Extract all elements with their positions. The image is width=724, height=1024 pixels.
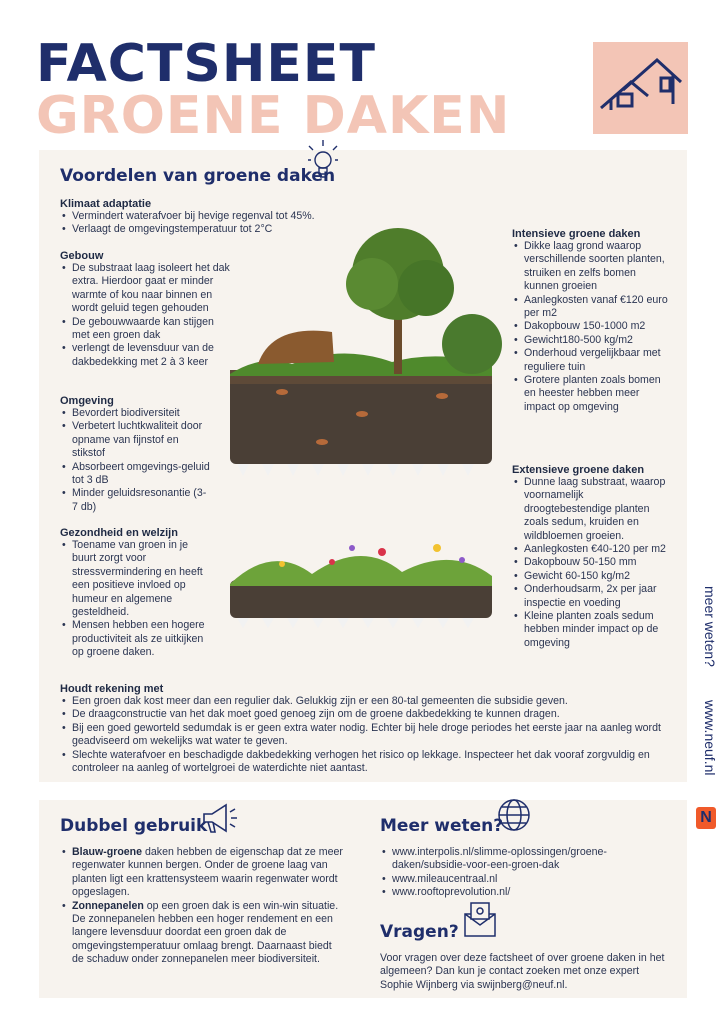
questions-title: Vragen? (380, 922, 459, 942)
house-icon (593, 42, 688, 134)
lightbulb-icon (308, 136, 338, 182)
section-title: Intensieve groene daken (512, 228, 641, 240)
extensive-roof-illustration (222, 534, 504, 632)
side-meer-weten: meer weten? (702, 586, 718, 667)
megaphone-icon (198, 800, 240, 836)
list-item: • Grotere planten zoals bomen en heester hebben meer impact op omgeving (512, 374, 672, 414)
dual-use-list (60, 846, 345, 967)
list-item: • Dakopbouw 50-150 mm (512, 556, 674, 569)
list-item: • verlengt de levensduur van de dakbedekking met 2 à 3 keer (60, 342, 232, 369)
section-title: Extensieve groene daken (512, 464, 645, 476)
section-building (60, 250, 232, 369)
list-item: • Absorbeert omgevings-geluid tot 3 dB (60, 461, 210, 488)
list-item: • Onderhoudsarm, 2x per jaar inspectie en voeding (512, 583, 674, 610)
house-badge (593, 42, 688, 134)
section-title: Omgeving (60, 395, 114, 407)
neuf-logo: N (696, 807, 716, 829)
list-item: • Onderhoud vergelijkbaar met reguliere tuin (512, 347, 672, 374)
list-item: • Aanlegkosten €40-120 per m2 (512, 543, 674, 556)
list-item: • Kleine planten zoals sedum hebben minder impact op de omgeving (512, 610, 674, 650)
link-milieucentraal[interactable]: • www.mileaucentraal.nl (380, 873, 675, 886)
item-text: daken hebben de eigenschap dat ze meer regenwater kunnen bergen. Onder de groene laag van planten ligt een krattensysteem waarin regenwater wordt opgeslagen. (72, 846, 343, 899)
list-item: • Slechte waterafvoer en beschadigde dakbedekking verhogen het risico op lekkage. Inspecteer het dak vooraf zorgvuldig en controleer na aanleg of wortelgroei de waterdichte niet aantast. (60, 749, 672, 776)
item-text: op een groen dak is een win-win situatie. De zonnepanelen hebben een hoger rendement en een langere levensduur doordat een groen dak de omgevingstemperatuur omlaag brengt. Daarnaast biedt de schaduw onder zonnepanelen meer biodiversiteit. (72, 899, 339, 966)
item-bold: Zonnepanelen (72, 899, 144, 912)
link-interpolis[interactable]: • www.interpolis.nl/slimme-oplossingen/groene-daken/subsidie-voor-een-groen-dak (380, 846, 675, 873)
list-item: • De draagconstructie van het dak moet goed genoeg zijn om de groene dakbedekking te kunnen dragen. (60, 708, 672, 721)
list-item: • Vermindert waterafvoer bij hevige regenval tot 45%. (60, 210, 360, 223)
list-item: • Bevordert biodiversiteit (60, 407, 210, 420)
more-info-links (380, 846, 675, 900)
list-item: • Een groen dak kost meer dan een regulier dak. Gelukkig zijn er een 80-tal gemeenten die subsidie geven. (60, 695, 672, 708)
section-health (60, 527, 210, 660)
title-line-1: FACTSHEET (36, 34, 376, 94)
list-item: • De gebouwwaarde kan stijgen met een groen dak (60, 316, 232, 343)
list-item: • Verbetert luchtkwaliteit door opname van fijnstof en stikstof (60, 420, 210, 460)
side-url[interactable]: www.neuf.nl (702, 700, 718, 776)
mail-icon (462, 900, 498, 938)
section-title: Gezondheid en welzijn (60, 527, 178, 539)
section-environment (60, 395, 210, 514)
section-title: Klimaat adaptatie (60, 198, 152, 210)
list-item (60, 900, 345, 967)
list-item: • Gewicht 60-150 kg/m2 (512, 570, 674, 583)
link-rooftoprevolution[interactable]: • www.rooftoprevolution.nl/ (380, 886, 675, 899)
section-extensive (512, 464, 674, 650)
section-title: Houdt rekening met (60, 683, 164, 695)
list-item: • Dikke laag grond waarop verschillende soorten planten, struiken en zelfs bomen kunnen groeien (512, 240, 672, 294)
list-item: • Minder geluidsresonantie (3-7 db) (60, 487, 210, 514)
benefits-title: Voordelen van groene daken (60, 166, 336, 186)
questions-text: Voor vragen over deze factsheet of over groene daken in het algemeen? Dan kun je contact zoeken met onze expert Sophie Wijnberg via swijnberg@neuf.nl. (380, 952, 665, 991)
list-item: • Toename van groen in je buurt zorgt voor stressvermindering en heeft een positieve invloed op humeur en algemene gesteldheid. (60, 539, 210, 619)
list-item: • Aanlegkosten vanaf €120 euro per m2 (512, 294, 672, 321)
list-item (60, 846, 345, 900)
dual-use-title: Dubbel gebruik (60, 816, 208, 836)
list-item: • De substraat laag isoleert het dak extra. Hierdoor gaat er minder warmte of kou naar binnen en wordt geluid tegen gehouden (60, 262, 232, 316)
list-item: • Gewicht180-500 kg/m2 (512, 334, 672, 347)
section-title: Gebouw (60, 250, 104, 262)
list-item: • Mensen hebben een hogere productiviteit als ze uitkijken op groene daken. (60, 619, 210, 659)
list-item: • Dakopbouw 150-1000 m2 (512, 320, 672, 333)
more-info-title: Meer weten? (380, 816, 504, 836)
section-intensive (512, 228, 672, 414)
intensive-roof-illustration (222, 214, 504, 484)
title-line-2: GROENE DAKEN (36, 86, 511, 146)
globe-icon (496, 797, 532, 833)
list-item: • Verlaagt de omgevingstemperatuur tot 2°C (60, 223, 360, 236)
list-item: • Bij een goed geworteld sedumdak is er geen extra water nodig. Echter bij hele droge periodes het eerste jaar na aanleg wordt geadviseerd om wekelijks wat water te geven. (60, 722, 672, 749)
item-bold: Blauw-groene (72, 846, 143, 858)
list-item: • Dunne laag substraat, waarop voornamelijk droogtebestendige planten zoals sedum, kruiden en wildbloemen groeien. (512, 476, 674, 543)
section-consider (60, 683, 672, 775)
